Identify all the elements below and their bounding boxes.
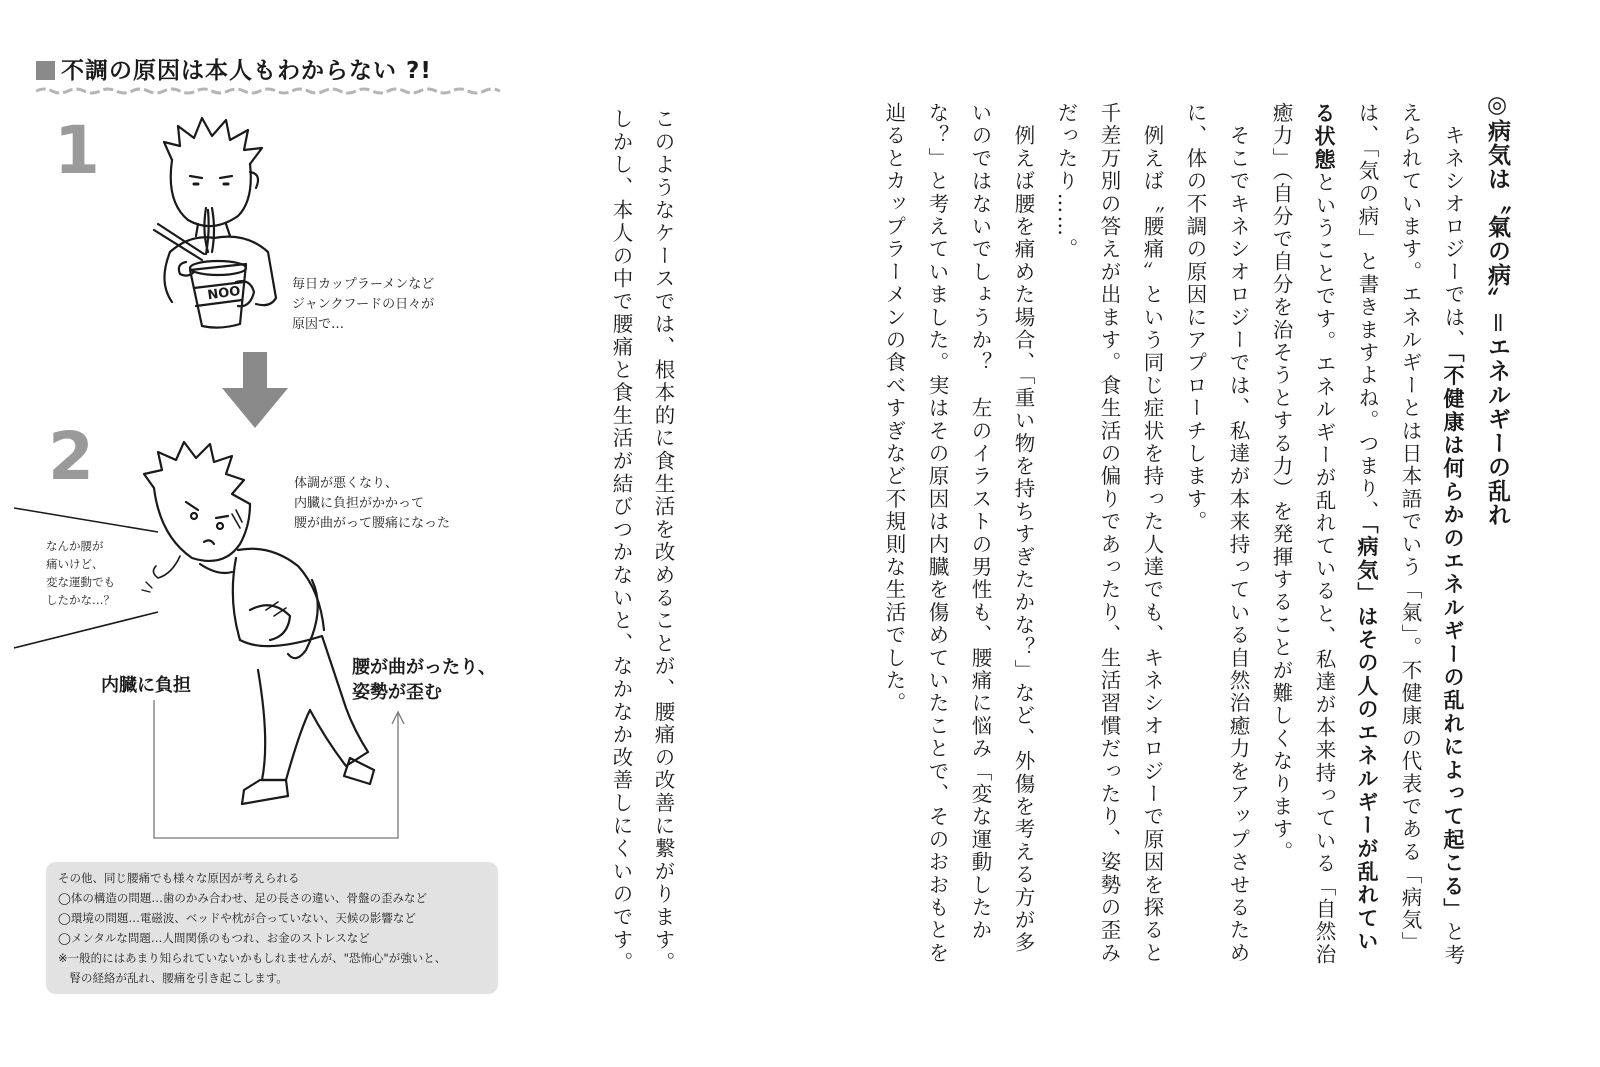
cup-noodle-illustration — [150, 112, 290, 337]
left-vertical-text — [584, 108, 684, 988]
svg-text:NOO: NOO — [206, 283, 242, 304]
info-line: ※一般的にはあまり知られていないかもしれませんが、"恐怖心"が強いと、 — [58, 951, 447, 965]
body-change-caption: 体調が悪くなり、 内臓に負担がかかって 腰が曲がって腰痛になった — [294, 476, 451, 531]
organ-burden-label: 内臓に負担 — [101, 675, 191, 696]
down-arrow-icon — [222, 352, 288, 428]
connector-lines — [150, 700, 410, 842]
info-line: その他、同じ腰痛でも様々な原因が考えられる — [58, 871, 300, 885]
right-heading: ◎病気は〝氣の病〟＝エネルギーの乱れ — [1484, 92, 1510, 527]
info-line: ◯メンタルな問題…人間関係のもつれ、お金のストレスなど — [58, 931, 370, 945]
bold-phrase: 「不健康は何らかのエネルギーの乱れによって起こる」 — [1441, 351, 1465, 922]
square-bullet-icon — [36, 61, 55, 80]
vertical-paragraph: このようなケースでは、根本的に食生活を改めることが、腰痛の改善に繋がります。 — [651, 108, 675, 975]
thought-caption: なんか腰が 痛いけど、 変な運動でも したかな…？ — [46, 539, 115, 607]
info-line: ◯体の構造の問題…歯のかみ合わせ、足の長さの違い、骨盤の歪みなど — [58, 891, 428, 905]
bold-phrase: 「病気」はその人のエネルギーが乱れている状態 — [1312, 102, 1379, 954]
dashed-rule — [36, 86, 506, 96]
right-body-text — [884, 102, 1474, 972]
info-line: ◯環境の問題…電磁波、ベッドや枕が合っていない、天候の影響など — [58, 911, 416, 925]
body-paragraph-1: キネシオロジーでは、「不健康は何らかのエネルギーの乱れによって起こる」と考えられています。エネルギーとは日本語でいう「氣」。不健康の代表である「病気」は、「気の病」と書きますよね。つまり、「病気」はその人のエネルギーが乱れている状態ということです。エネルギーが乱れていると、私達が本来持っている「自然治癒力」（自分で自分を治そうとする力）を発揮することが難しくなります。 — [1269, 102, 1465, 967]
info-box — [46, 862, 498, 994]
step-number-2: 2 — [48, 418, 94, 495]
posture-label: 腰が曲がったり、 姿勢が歪む — [352, 657, 496, 703]
body-paragraph-3: 例えば〝腰痛〟という同じ症状を持った人達でも、キネシオロジーで原因を探ると千差万別の答えが出ます。食生活の偏りであったり、生活習慣だったり、姿勢の歪みだったり……。 — [1054, 102, 1164, 965]
cup-noodle-caption: 毎日カップラーメンなど ジャンクフードの日々が 原因で… — [292, 277, 435, 332]
body-paragraph-2: そこでキネシオロジーでは、私達が本来持っている自然治癒力をアップさせるために、体の不調の原因にアプローチします。 — [1183, 102, 1250, 965]
body-paragraph-4: 例えば腰を痛めた場合、「重い物を持ちすぎたかな？」など、外傷を考える方が多いのではないでしょうか？ 左のイラストの男性も、腰痛に悩み「変な運動したかな？」と考えていました。実はその原因は内臓を傷めていたことで、そのおおもとを辿るとカップラーメンの食べすぎなど不規則な生活でした。 — [882, 102, 1035, 965]
step-number-1: 1 — [54, 112, 100, 189]
right-page — [800, 0, 1600, 1067]
info-line: 腎の経絡が乱れ、腰痛を引き起こします。 — [58, 971, 288, 985]
vertical-paragraph: しかし、本人の中で腰痛と食生活が結びつかないと、なかなか改善しにくいのです。 — [609, 108, 633, 975]
section-title: 不調の原因は本人もわからない ?! — [36, 52, 432, 85]
